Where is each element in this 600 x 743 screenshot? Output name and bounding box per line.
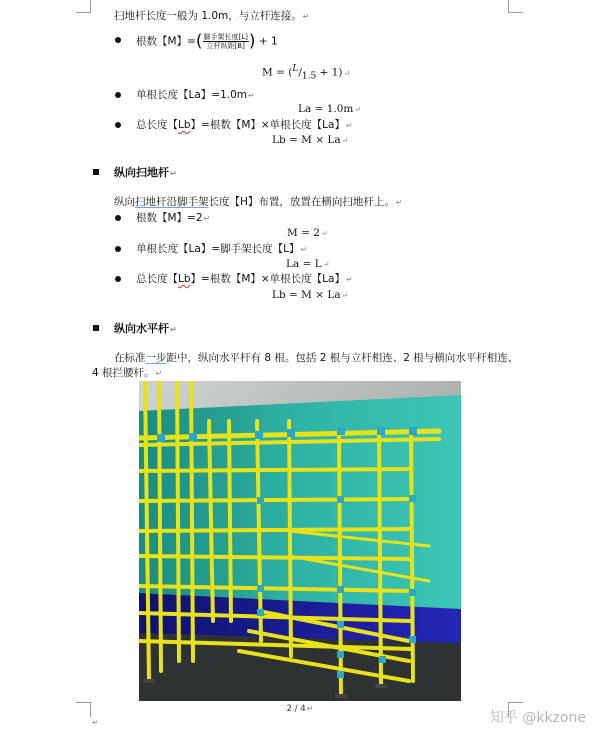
bullet-root-count: 根数【M】=( $\frac{\text{脚手架长度[L]}}{\text{立杆纵距[B]}}$ ) + 1	[136, 31, 278, 52]
paragraph-horizontal-pole-line1: 在标准一步距中，纵向水平杆有 8 根。包括 2 根与立杆相连、2 根与横向水平杆相连、	[114, 352, 519, 364]
bullet-dot	[115, 215, 121, 221]
heading-longitudinal-sweep-pole: 纵向扫地杆↵	[114, 166, 177, 179]
equation-la2: La = L↵	[286, 258, 330, 270]
heading-square-bullet	[93, 325, 99, 331]
intro-line: 扫地杆长度一般为 1.0m，与立杆连接。↵	[114, 10, 310, 22]
bullet-dot	[115, 122, 121, 128]
watermark: 知乎 @kkzone	[489, 710, 586, 726]
bullet-dot	[115, 37, 121, 43]
bullet-single-length: 单根长度【La】=1.0m↵	[136, 89, 255, 101]
bullet-dot	[115, 276, 121, 282]
heading-longitudinal-horizontal-pole: 纵向水平杆↵	[114, 322, 177, 335]
equation-m2: M = 2↵	[287, 227, 328, 239]
bullet-dot	[115, 92, 121, 98]
fraction: $\frac{\text{脚手架长度[L]}}{\text{立杆纵距[B]}}$	[203, 33, 248, 50]
paragraph-horizontal-pole-line2: 4 根拦腰杆。↵	[92, 367, 163, 379]
equation-lb: Lb = M × La↵	[272, 134, 349, 146]
paragraph-sweep-pole: 纵向扫地杆沿脚手架长度【H】布置，放置在横向扫地杆上。↵	[114, 196, 403, 208]
bullet-total-length-2: 总长度【Lb】=根数【M】×单根长度【La】↵	[136, 273, 353, 285]
bullet-total-length: 总长度【Lb】=根数【M】×单根长度【La】↵	[136, 119, 353, 131]
scaffold-render-image	[139, 381, 461, 701]
bullet-dot	[115, 246, 121, 252]
equation-m: $M = (^L/_{1.5}$ + 1)↵	[262, 64, 351, 82]
bullet-root-count-2: 根数【M】=2↵	[136, 212, 211, 224]
heading-square-bullet	[93, 169, 99, 175]
equation-la: La = 1.0m↵	[298, 103, 362, 115]
crop-mark-top-left	[76, 0, 91, 13]
page-number-footer: 2 / 4↵	[286, 704, 314, 714]
return-mark: ↵	[92, 718, 99, 727]
crop-mark-top-right	[508, 0, 523, 13]
equation-lb2: Lb = M × La↵	[272, 289, 349, 301]
bullet-single-length-2: 单根长度【La】=脚手架长度【L】↵	[136, 243, 308, 255]
